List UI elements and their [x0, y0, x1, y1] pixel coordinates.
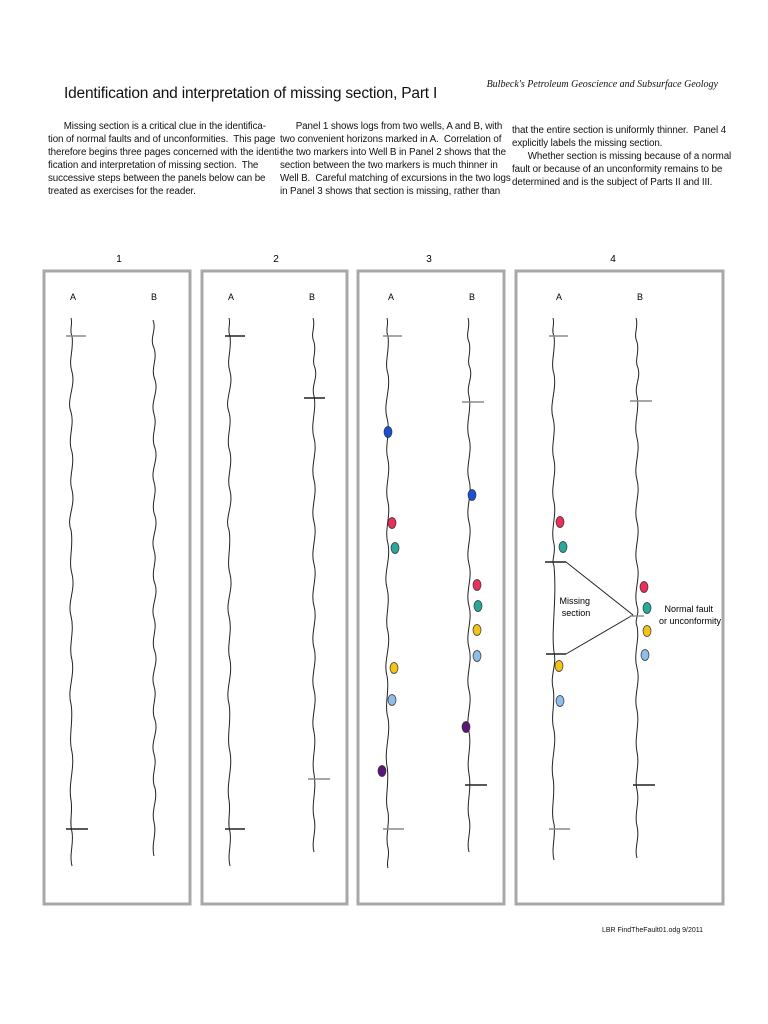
marker-dot-yellow	[555, 661, 563, 672]
footer-note: LBR FindTheFault01.odg 9/2011	[602, 927, 704, 934]
panel-frame	[358, 271, 504, 904]
intro-line: successive steps between the panels below can be	[48, 173, 266, 184]
intro-line: explicitly labels the missing section.	[512, 138, 663, 149]
intro-line: fault or because of an unconformity remains to be	[512, 164, 723, 175]
marker-dot-light-blue	[388, 695, 396, 706]
intro-line: Whether section is missing because of a normal	[512, 151, 732, 162]
fault-label	[659, 604, 722, 626]
marker-dot-red	[388, 518, 396, 529]
intro-line: in Panel 3 shows that section is missing, rather than	[280, 186, 501, 197]
intro-line: fication and interpretation of missing section. The	[48, 160, 259, 171]
well-label-b: B	[308, 292, 316, 302]
well-label-a: A	[387, 292, 395, 302]
log-curve-well-a	[70, 318, 73, 866]
well-label-b: B	[150, 292, 158, 302]
marker-dot-purple	[462, 722, 470, 733]
marker-dot-blue	[384, 427, 392, 438]
intro-line: determined and is the subject of Parts II and III.	[512, 177, 713, 188]
intro-line: Well B. Careful matching of excursions in the two logs	[280, 173, 511, 184]
panel-frame	[516, 271, 723, 904]
panel-number: 3	[426, 254, 432, 265]
missing-section-label-line: Missing	[559, 596, 590, 606]
well-label-b: B	[468, 292, 476, 302]
marker-dot-light-blue	[473, 651, 481, 662]
log-curve-well-b	[636, 318, 639, 858]
log-curves	[70, 318, 639, 868]
well-label-b: B	[636, 292, 644, 302]
marker-dot-teal	[391, 543, 399, 554]
fault-label-line: Normal fault	[664, 604, 713, 614]
intro-line: treated as exercises for the reader.	[48, 186, 196, 197]
marker-dot-light-blue	[641, 650, 649, 661]
page-title: Identification and interpretation of missing section, Part I	[64, 85, 438, 102]
log-curve-well-a	[386, 318, 389, 868]
log-curve-well-b	[152, 320, 156, 856]
marker-dot-blue	[468, 490, 476, 501]
marker-dot-red	[640, 582, 648, 593]
well-label-a: A	[555, 292, 563, 302]
correlation-line	[566, 615, 633, 654]
panel-number: 4	[610, 254, 616, 265]
intro-line: two convenient horizons marked in A. Correlation of	[280, 134, 502, 145]
log-curve-well-a	[552, 318, 555, 860]
marker-dot-yellow	[390, 663, 398, 674]
missing-section-wedge	[545, 562, 644, 654]
panel-frame	[44, 271, 190, 904]
marker-dot-light-blue	[556, 696, 564, 707]
marker-dot-red	[556, 517, 564, 528]
panel-frame	[202, 271, 347, 904]
citation: Bulbeck's Petroleum Geoscience and Subsurface Geology	[486, 79, 718, 90]
well-label-a: A	[227, 292, 235, 302]
intro-line: section between the two markers is much thinner in	[280, 160, 498, 171]
marker-dot-yellow	[643, 626, 651, 637]
marker-dot-teal	[474, 601, 482, 612]
intro-line: the two markers into Well B in Panel 2 shows that the	[280, 147, 506, 158]
missing-section-label-line: section	[561, 608, 591, 618]
intro-line: Missing section is a critical clue in the identifica-	[48, 121, 266, 132]
marker-dot-red	[473, 580, 481, 591]
intro-line: therefore begins three pages concerned with the identi-	[48, 147, 283, 158]
marker-dot-teal	[559, 542, 567, 553]
panel-number: 2	[273, 254, 279, 265]
intro-line: that the entire section is uniformly thinner. Panel 4	[512, 125, 727, 136]
marker-dot-teal	[643, 603, 651, 614]
log-curve-well-a	[228, 318, 231, 866]
log-curve-well-b	[468, 318, 471, 852]
panel-number: 1	[116, 254, 122, 265]
intro-line: tion of normal faults and of unconformities. This page	[48, 134, 276, 145]
fault-label-line: or unconformity	[658, 616, 722, 626]
well-label-a: A	[69, 292, 77, 302]
missing-section-label	[559, 596, 592, 618]
marker-dot-purple	[378, 766, 386, 777]
marker-dot-yellow	[473, 625, 481, 636]
intro-line: Panel 1 shows logs from two wells, A and B, with	[280, 121, 503, 132]
